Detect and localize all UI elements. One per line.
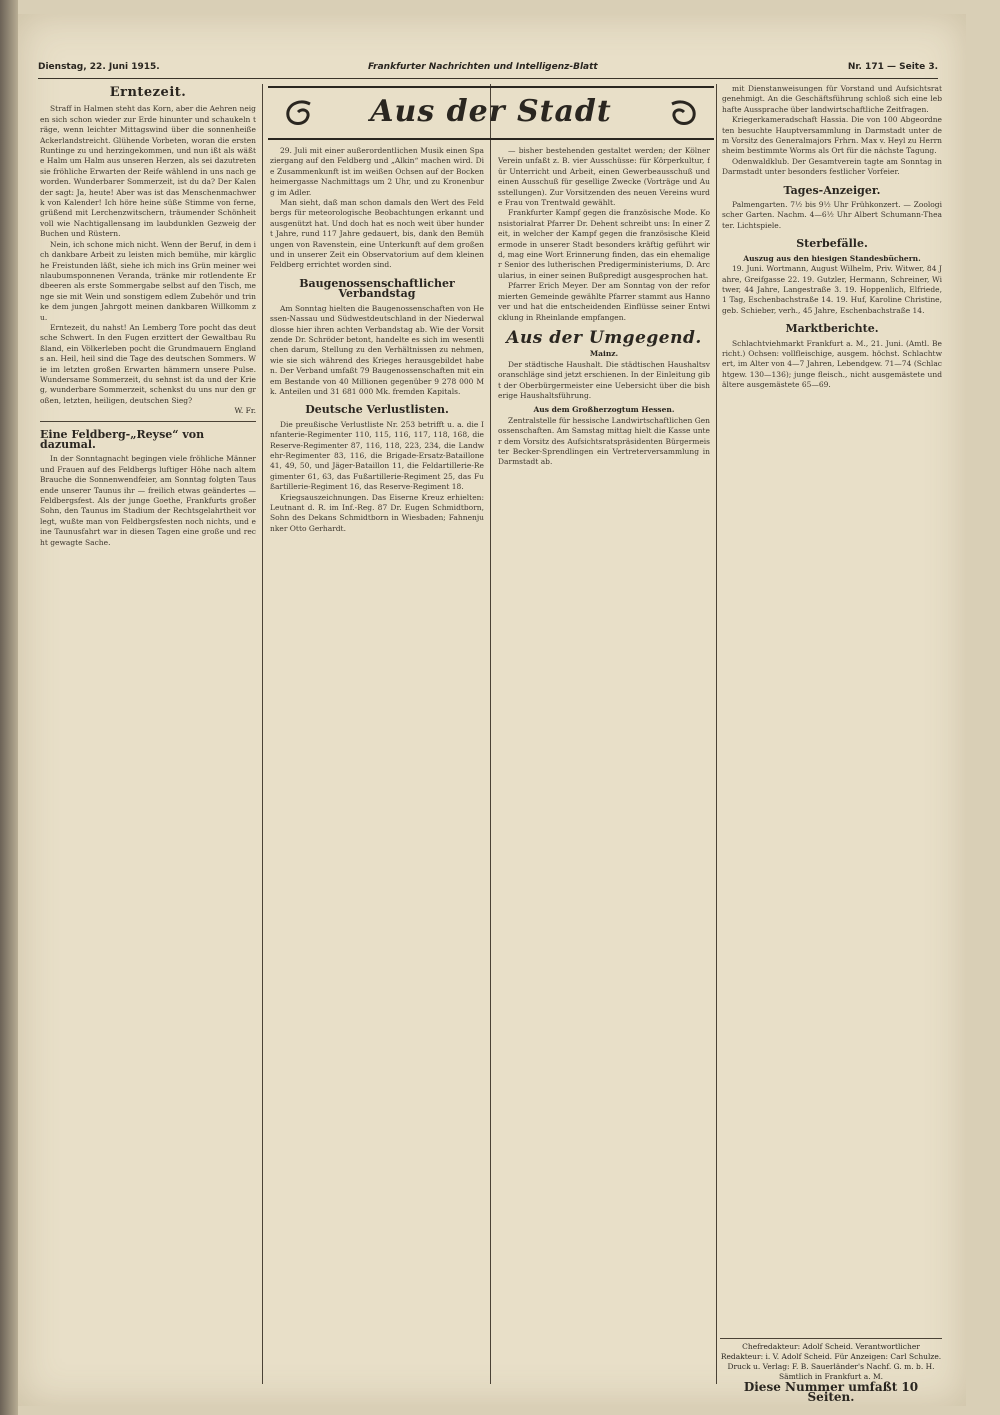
- article-text: Straff in Halmen steht das Korn, aber die Aehren neigen sich schon wieder zur Erde hinunter und schaukeln träge, wenn leichter Mittagswind über die sonnenheiße Ackerlandstreicht. Glühende Vorbeten, woran die ersten Runtinge zu und herzingekommen, und nun ißt als wäßte Halm um Halm aus unseren Herzen, als sei dazutreten sie fröhliche Erwarten der Reife wählend in uns nach geworden. Wunderbarer Sommerzeit, ist du da? Der Kalender sagt: Ja, heute! Aber was ist das Menschenmachwerk von Kalender! Ich höre heine süße Stimme von ferne, grüßend mit Lerchenzwitschern, träumender Schönheit voll wie Nachtigallensang im laubdunklen Gezweig der Buchen und Rüstern.: [40, 104, 256, 239]
- header-date: Dienstag, 22. Juni 1915.: [38, 62, 160, 72]
- subsection-title: Auszug aus den hiesigen Standesbüchern.: [743, 253, 921, 263]
- article-text: Schlachtviehmarkt Frankfurt a. M., 21. Juni. (Amtl. Bericht.) Ochsen: vollfleischige, ausgem. höchst. Schlachtwert, im Alter von 4—7 Jahren, Lebendgew. 71—74 (Schlachtgew. 130—136); junge fleisch., nicht ausgemästete und ältere ausgemästete 65—69.: [722, 338, 942, 390]
- column-4: [722, 84, 942, 1334]
- imprint-box: [720, 1338, 942, 1402]
- article-text: Erntezeit, du nahst! An Lemberg Tore pocht das deutsche Schwert. In den Fugen erzittert der Gewaltbau Rußland, ein Völkerleben pocht die Grundmauern Englands an. Heil, heil sind die Tage des deutschen Sommers. Wie im letzten großen Erwarten hämmern unsere Pulse. Wundersame Sommerzeit, du sehnst ist da und der Krieg, wunderbare Sommerzeit, schenkst du uns nur den großen, letzten, heiligen, deutschen Sieg?: [40, 322, 256, 405]
- article-text: mit Dienstanweisungen für Vorstand und Aufsichtsrat genehmigt. An die Geschäftsführung schloß sich eine lebhafte Aussprache über landwirtschaftliche Zeitfragen.: [722, 84, 942, 114]
- subsection-title: Aus dem Großherzogtum Hessen.: [533, 405, 675, 415]
- header-issue: Nr. 171 — Seite 3.: [847, 62, 938, 72]
- book-gutter: [0, 0, 18, 1415]
- article-text: — bisher bestehenden gestaltet werden; der Kölner Verein unfaßt z. B. vier Ausschüsse: für Körperkultur, für Unterricht und Arbeit, einen Gewerbeausschuß und einen Ausschuß für gesellige Zwecke (Vorträge und Ausstellungen). Zur Vorsitzenden des neuen Vereins wurde Frau von Trentwald gewählt.: [498, 146, 710, 208]
- page-header: [38, 60, 938, 79]
- article-text: Palmengarten. 7½ bis 9½ Uhr Frühkonzert. — Zoologischer Garten. Nachm. 4—6½ Uhr Albert Schumann-Theater. Lichtspiele.: [722, 200, 942, 230]
- article-text: Am Sonntag hielten die Baugenossenschaften von Hessen-Nassau und Südwestdeutschland in der Niederwaldlosse hier ihren achten Verbandstag ab. Wie der Vorsitzende Dr. Schröder betont, handelte es sich im wesentlichen darum, Stellung zu den Verhältnissen zu nehmen, wie sie sich während des Krieges herausgebildet haben. Der Verband umfaßt 79 Baugenossenschaften mit einem Bestande von 40 Millionen gegenüber 9 278 000 Mk. Anteilen und 31 681 000 Mk. fremden Kapitals.: [270, 303, 484, 396]
- imprint-printer: Druck u. Verlag: F. B. Sauerländer's Nachf. G. m. b. H. Sämtlich in Frankfurt a. M.: [727, 1362, 935, 1381]
- article-title-baugenossenschaft: Baugenossenschaftlicher Verbandstag: [299, 276, 455, 301]
- article-text: Man sieht, daß man schon damals den Wert des Feldbergs für meteorologische Beobachtungen erkannt und ausgenützt hat. Und doch hat es noch weit über hundert Jahre, rund 117 Jahre gedauert, bis, dank den Bemühungen von Ravenstein, eine Unterkunft auf dem großen und in unserer Zeit ein Observatorium auf dem kleinen Feldberg errichtet worden sind.: [270, 198, 484, 270]
- section-title-marktberichte: Marktberichte.: [785, 322, 879, 336]
- column-1: [40, 84, 256, 1380]
- article-text: Odenwaldklub. Der Gesamtverein tagte am Sonntag in Darmstadt unter besonders festlicher Vorfeier.: [722, 156, 942, 177]
- article-text: 29. Juli mit einer außerordentlichen Musik einen Spaziergang auf den Feldberg und „Alkin“ machen wird. Die Zusammenkunft ist im weißen Ochsen auf der Bockenheimergasse Nachmittags um 2 Uhr, und zu Kronenburg im Adler.: [270, 146, 484, 197]
- article-text: In der Sonntagnacht begingen viele fröhliche Männer und Frauen auf des Feldbergs luftiger Höhe nach altem Brauche die Sonnenwendfeier, am Sonntag folgten Tausende unserer Taunus ihr — freilich etwas geändertes — Feldbergsfest. Als der junge Goethe, Frankfurts großer Sohn, den Taunus im Stadium der Rechtsgelahrtheit vorlegt, wußte man von Feldbergsfesten noch nichts, und eine Taunusfahrt war in diesen Tagen eine große und recht gewagte Sache.: [40, 454, 256, 547]
- imprint-credits: Chefredakteur: Adolf Scheid. Verantwortlicher Redakteur: i. V. Adolf Scheid. Für Anzeigen: Carl Schulze.: [720, 1342, 942, 1361]
- article-signature: W. Fr.: [234, 406, 256, 416]
- article-divider: [40, 421, 256, 422]
- article-text: Zentralstelle für hessische Landwirtschaftlichen Genossenschaften. Am Samstag mittag hielt die Kasse unter dem Vorsitz des Aufsichtsratspräsidenten Bürgermeister Becker-Sprendlingen ein Vertreterversammlung in Darmstadt ab.: [498, 415, 710, 467]
- column-3: [498, 146, 710, 1382]
- article-text: Frankfurter Kampf gegen die französische Mode. Konsistorialrat Pfarrer Dr. Dehent schreibt uns: In einer Zeit, in welcher der Kampf gegen die französische Kleidermode in unserer Stadt besonders kräftig geführt wird, mag eine Wort Erinnerung finden, das ein ehemaliger Senior des lutherischen Predigerministeriums, D. Arcularius, in einer seinen Bußpredigt ausgesprochen hat.: [498, 208, 710, 280]
- imprint-divider: [720, 1338, 942, 1339]
- section-title-tages-anzeiger: Tages-Anzeiger.: [783, 183, 881, 197]
- article-title-verlustlisten: Deutsche Verlustlisten.: [305, 403, 449, 417]
- article-title-feldberg: Eine Feldberg-„Reyse“ von dazumal.: [40, 427, 205, 451]
- article-text: Kriegsauszeichnungen. Das Eiserne Kreuz erhielten: Leutnant d. R. im Inf.-Reg. 87 Dr. Eugen Schmidtborn, Sohn des Dekans Schmidtborn in Wiesbaden; Fahnenjunker Otto Gerhardt.: [270, 492, 484, 533]
- article-text: 19. Juni. Wortmann, August Wilhelm, Priv. Witwer, 84 Jahre, Greifgasse 22. 19. Gutzler, Hermann, Schreiner, Witwer, 44 Jahre, Langestraße 3. 19. Hoppenlich, Elfriede, 1 Tag, Eschenbachstraße 14. 19. Huf, Karoline Christine, geb. Schieber, verh., 45 Jahre, Eschenbachstraße 14.: [722, 264, 942, 315]
- ornament-icon: [662, 96, 702, 130]
- section-title-umgegend: Aus der Umgegend.: [506, 327, 702, 348]
- article-text: Nein, ich schone mich nicht. Wenn der Beruf, in dem ich dankbare Arbeit zu leisten mich bemühe, mir kärgliche Freistunden läßt, siehe ich mich ins Grün meiner weinlaubumsponnenen Veranda, tränke mir rotlendente Erdbeeren als erste Sommergabe selbst auf den Tisch, menge sie mit Wein und sonstigem edlem Zubehör und trinke dem jungen Jahrgott meinen dankbaren Willkomm zu.: [40, 239, 256, 322]
- article-text: Der städtische Haushalt. Die städtischen Haushaltsvoranschläge sind jetzt erschienen. In der Einleitung gibt der Oberbürgermeister eine Uebersicht über die bisherige Haushaltsführung.: [498, 359, 710, 400]
- article-text: Pfarrer Erich Meyer. Der am Sonntag von der reformierten Gemeinde gewählte Pfarrer stammt aus Hannover und hat die entscheidenden Einflüsse seiner Entwicklung in Rheinlande empfangen.: [498, 281, 710, 322]
- column-2: [270, 146, 484, 1382]
- column-rule: [490, 84, 491, 1384]
- header-paper-title: Frankfurter Nachrichten und Intelligenz-Blatt: [368, 62, 598, 72]
- column-rule: [262, 84, 263, 1384]
- subsection-title: Mainz.: [589, 349, 619, 359]
- article-text: Die preußische Verlustliste Nr. 253 betrifft u. a. die Infanterie-Regimenter 110, 115, 116, 117, 118, 168, die Reserve-Regimenter 87, 116, 118, 223, 234, die Landwehr-Regimenter 83, 116, die Brigade-Ersatz-Bataillone 41, 49, 50, und Jäger-Bataillon 11, die Feldartillerie-Regimenter 61, 63, das Fußartillerie-Regiment 25, das Fußartillerie-Regiment 16, das Reserve-Regiment 18.: [270, 419, 484, 492]
- banner-title: Aus der Stadt: [370, 94, 612, 129]
- section-title-sterbefaelle: Sterbefälle.: [796, 237, 868, 251]
- article-title-erntezeit: Erntezeit.: [109, 85, 187, 100]
- article-text: Kriegerkameradschaft Hassia. Die von 100 Abgeordneten besuchte Hauptversammlung in Darmstadt unter dem Vorsitz des Generalmajors Frhrn. Max v. Heyl zu Herrnsheim bestimmte Worms als Ort für die nächste Tagung.: [722, 115, 942, 156]
- section-banner: [268, 86, 714, 140]
- column-rule: [716, 84, 717, 1384]
- issue-page-count-note: Diese Nummer umfaßt 10 Seiten.: [743, 1380, 919, 1404]
